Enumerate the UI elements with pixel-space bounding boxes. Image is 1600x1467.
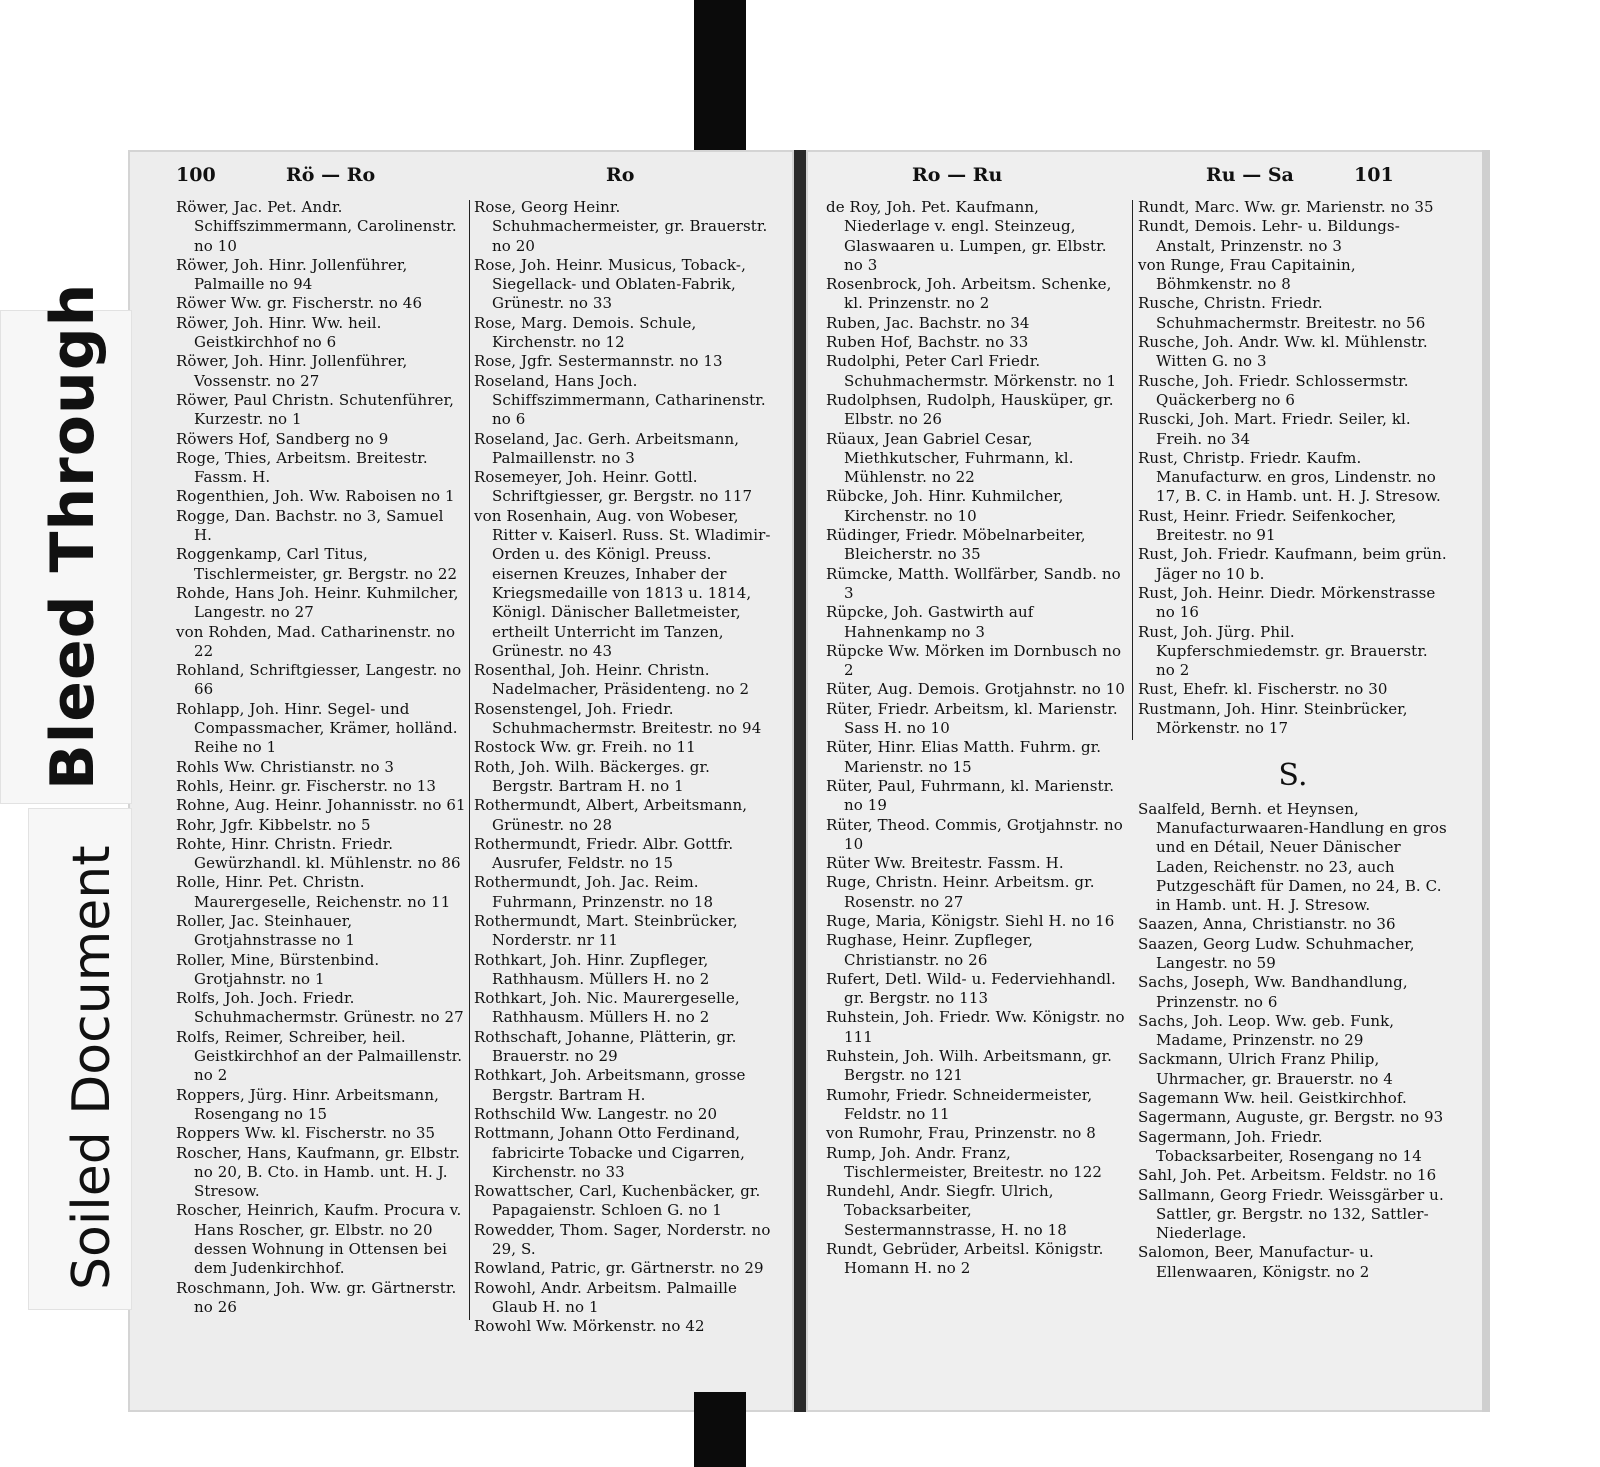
directory-entry: Röwer, Paul Christn. Schutenführer, Kurzestr. no 1 — [176, 390, 454, 429]
directory-entry: Rundt, Demois. Lehr- u. Bildungs-Anstalt, Prinzenstr. no 3 — [1138, 217, 1400, 255]
directory-entry: Rundt, Gebrüder, Arbeitsl. Königstr. Homann H. no 2 — [826, 1240, 1104, 1278]
directory-entry: Saazen, Georg Ludw. Schuhmacher, Langestr. no 59 — [1138, 934, 1415, 972]
book-gutter — [794, 150, 806, 1412]
directory-entry: Röwer, Joh. Hinr. Ww. heil. Geistkirchhof no 6 — [176, 313, 382, 352]
directory-entry: von Rosenhain, Aug. von Wobeser, Ritter v. Kaiserl. Russ. St. Wladimir-Orden u. des Königl. Preuss. eisernen Kreuzes, Inhaber der Kriegsmedaille von 1813 u. 1814, Königl. Dänischer Balletmeister, ertheilt Unterricht im Tanzen, Grünestr. no 43 — [474, 506, 771, 660]
directory-entry: Saalfeld, Bernh. et Heynsen, Manufacturwaaren-Handlung en gros und en Détail, Neuer Dänischer Laden, Reichenstr. no 23, auch Putzgeschäft für Damen, no 24, B. C. in Hamb. unt. H. J. Stresow. — [1138, 799, 1447, 915]
directory-entry: Roppers, Jürg. Hinr. Arbeitsmann, Rosengang no 15 — [176, 1085, 439, 1123]
directory-entry: Rogge, Dan. Bachstr. no 3, Samuel H. — [176, 506, 444, 545]
directory-entry: Rothermundt, Friedr. Albr. Gottfr. Ausrufer, Feldstr. no 15 — [474, 834, 734, 873]
directory-entry: Rufert, Detl. Wild- u. Federviehhandl. gr. Bergstr. no 113 — [826, 969, 1116, 1008]
directory-entry: Rose, Marg. Demois. Schule, Kirchenstr. no 12 — [474, 313, 697, 352]
directory-entry: Rübcke, Joh. Hinr. Kuhmilcher, Kirchenstr. no 10 — [826, 487, 1064, 525]
directory-entry: Ruhstein, Joh. Wilh. Arbeitsmann, gr. Bergstr. no 121 — [826, 1047, 1113, 1085]
directory-entry: Rothkart, Joh. Hinr. Zupfleger, Rathhausm. Müllers H. no 2 — [474, 950, 710, 988]
directory-entry: Rosenthal, Joh. Heinr. Christn. Nadelmacher, Präsidenteng. no 2 — [474, 661, 750, 699]
directory-entry: Rose, Joh. Heinr. Musicus, Toback-, Siegellack- und Oblaten-Fabrik, Grünestr. no 33 — [474, 255, 746, 313]
column-rule — [469, 200, 470, 1320]
page-edge — [1482, 150, 1490, 1412]
directory-entry: Rothschaft, Johanne, Plätterin, gr. Brauerstr. no 29 — [474, 1027, 737, 1066]
directory-entry: Ruscki, Joh. Mart. Friedr. Seiler, kl. Freih. no 34 — [1138, 410, 1411, 448]
directory-entry: Rohr, Jgfr. Kibbelstr. no 5 — [176, 815, 371, 834]
directory-entry: Rusche, Joh. Friedr. Schlossermstr. Quäckerberg no 6 — [1138, 371, 1409, 409]
directory-entry: Röwer, Jac. Pet. Andr. Schiffszimmermann, Carolinenstr. no 10 — [176, 198, 457, 255]
running-header: Ro — Ru — [912, 164, 1003, 186]
directory-entry: Rose, Georg Heinr. Schuhmachermeister, gr. Brauerstr. no 20 — [474, 198, 768, 255]
directory-entry: Rump, Joh. Andr. Franz, Tischlermeister, Breitestr. no 122 — [826, 1143, 1103, 1181]
directory-entry: Ruge, Christn. Heinr. Arbeitsm. gr. Rosenstr. no 27 — [826, 873, 1095, 911]
directory-entry: Rust, Ehefr. kl. Fischerstr. no 30 — [1138, 680, 1388, 699]
directory-entry: Roth, Joh. Wilh. Bäckerges. gr. Bergstr. Bartram H. no 1 — [474, 757, 710, 795]
directory-column — [826, 198, 1126, 1279]
directory-entry: Rüter, Paul, Fuhrmann, kl. Marienstr. no 19 — [826, 776, 1115, 815]
directory-entry: Rüaux, Jean Gabriel Cesar, Miethkutscher, Fuhrmann, kl. Mühlenstr. no 22 — [826, 429, 1074, 487]
directory-entry: Rowland, Patric, gr. Gärtnerstr. no 29 — [474, 1259, 764, 1278]
directory-column — [474, 198, 774, 1337]
directory-entry: Rumohr, Friedr. Schneidermeister, Feldstr. no 11 — [826, 1085, 1093, 1123]
bleed-through-label: Bleed Through — [38, 282, 108, 790]
directory-entry: Rust, Joh. Friedr. Kaufmann, beim grün. Jäger no 10 b. — [1138, 545, 1447, 583]
directory-entry: Rohde, Hans Joh. Heinr. Kuhmilcher, Langestr. no 27 — [176, 583, 459, 622]
directory-entry: Rohlapp, Joh. Hinr. Segel- und Compassmacher, Krämer, holländ. Reihe no 1 — [176, 699, 458, 757]
directory-entry: Sachs, Joseph, Ww. Bandhandlung, Prinzenstr. no 6 — [1138, 973, 1408, 1011]
left-page — [128, 150, 794, 1412]
directory-entry: Rudolphi, Peter Carl Friedr. Schuhmachermstr. Mörkenstr. no 1 — [826, 352, 1117, 390]
directory-entry: Rothermundt, Mart. Steinbrücker, Norderstr. nr 11 — [474, 911, 738, 950]
page-number: 100 — [176, 164, 216, 186]
directory-entry: Rohte, Hinr. Christn. Friedr. Gewürzhandl. kl. Mühlenstr. no 86 — [176, 834, 461, 873]
directory-entry: Rothermundt, Joh. Jac. Reim. Fuhrmann, Prinzenstr. no 18 — [474, 873, 714, 911]
directory-entry: Rothkart, Joh. Arbeitsmann, grosse Bergstr. Bartram H. — [474, 1066, 746, 1104]
running-header: Rö — Ro — [286, 164, 376, 186]
directory-entry: Rostock Ww. gr. Freih. no 11 — [474, 738, 696, 757]
directory-entry: Rüter, Theod. Commis, Grotjahnstr. no 10 — [826, 815, 1123, 853]
column-rule — [1132, 200, 1133, 740]
directory-entry: Rohne, Aug. Heinr. Johannisstr. no 61 — [176, 796, 466, 815]
directory-entry: Roggenkamp, Carl Titus, Tischlermeister, gr. Bergstr. no 22 — [176, 545, 458, 583]
directory-entry: Ruben, Jac. Bachstr. no 34 — [826, 313, 1030, 332]
directory-entry: Rüter, Hinr. Elias Matth. Fuhrm. gr. Marienstr. no 15 — [826, 738, 1102, 776]
directory-entry: Roscher, Heinrich, Kaufm. Procura v. Hans Roscher, gr. Elbstr. no 20 dessen Wohnung in Ottensen bei dem Judenkirchhof. — [176, 1201, 462, 1278]
directory-entry: Rust, Joh. Jürg. Phil. Kupferschmiedemstr. gr. Brauerstr. no 2 — [1138, 622, 1428, 680]
directory-entry: Rudolphsen, Rudolph, Hausküper, gr. Elbstr. no 26 — [826, 390, 1114, 429]
directory-entry: Rothkart, Joh. Nic. Maurergeselle, Rathhausm. Müllers H. no 2 — [474, 989, 740, 1027]
directory-entry: Roseland, Jac. Gerh. Arbeitsmann, Palmaillenstr. no 3 — [474, 429, 740, 467]
directory-entry: Rüdinger, Friedr. Möbelnarbeiter, Bleicherstr. no 35 — [826, 526, 1086, 564]
section-letter: S. — [1278, 758, 1308, 794]
running-header: Ru — Sa — [1206, 164, 1294, 186]
directory-entry: Rolle, Hinr. Pet. Christn. Maurergeselle, Reichenstr. no 11 — [176, 873, 451, 911]
directory-entry: Rüter, Aug. Demois. Grotjahnstr. no 10 — [826, 680, 1125, 699]
directory-entry: Rowohl Ww. Mörkenstr. no 42 — [474, 1317, 705, 1336]
directory-entry: Rüpcke, Joh. Gastwirth auf Hahnenkamp no 3 — [826, 603, 1034, 641]
directory-entry: Rust, Joh. Heinr. Diedr. Mörkenstrasse no 16 — [1138, 583, 1436, 622]
directory-entry: Röwer Ww. gr. Fischerstr. no 46 — [176, 294, 423, 313]
directory-entry: Rundt, Marc. Ww. gr. Marienstr. no 35 — [1138, 198, 1434, 216]
directory-entry: Rogenthien, Joh. Ww. Raboisen no 1 — [176, 487, 455, 506]
directory-entry: Rowohl, Andr. Arbeitsm. Palmaille Glaub H. no 1 — [474, 1278, 738, 1316]
directory-entry: Rohls, Heinr. gr. Fischerstr. no 13 — [176, 776, 436, 795]
directory-entry: Rümcke, Matth. Wollfärber, Sandb. no 3 — [826, 564, 1121, 602]
directory-entry: Rose, Jgfr. Sestermannstr. no 13 — [474, 352, 723, 371]
directory-entry: Ruhstein, Joh. Friedr. Ww. Königstr. no 111 — [826, 1008, 1125, 1046]
directory-entry: Roseland, Hans Joch. Schiffszimmermann, Catharinenstr. no 6 — [474, 371, 766, 429]
right-page — [806, 150, 1486, 1412]
directory-entry: Rustmann, Joh. Hinr. Steinbrücker, Mörkenstr. no 17 — [1138, 699, 1408, 738]
directory-entry: Rundehl, Andr. Siegfr. Ulrich, Tobacksarbeiter, Sestermannstrasse, H. no 18 — [826, 1182, 1067, 1239]
page-number: 101 — [1354, 164, 1394, 186]
directory-column — [176, 198, 466, 1317]
directory-entry: Rottmann, Johann Otto Ferdinand, fabricirte Tobacke und Cigarren, Kirchenstr. no 33 — [474, 1124, 746, 1181]
directory-entry: Roge, Thies, Arbeitsm. Breitestr. Fassm. H. — [176, 448, 428, 487]
directory-entry: Roller, Mine, Bürstenbind. Grotjahnstr. no 1 — [176, 950, 380, 988]
directory-entry: Rüter Ww. Breitestr. Fassm. H. — [826, 854, 1064, 873]
directory-entry: Röwer, Joh. Hinr. Jollenführer, Vossenstr. no 27 — [176, 352, 408, 390]
directory-entry: Rohland, Schriftgiesser, Langestr. no 66 — [176, 661, 462, 699]
directory-entry: Sahl, Joh. Pet. Arbeitsm. Feldstr. no 16 — [1138, 1166, 1437, 1185]
directory-entry: Sagermann, Joh. Friedr. Tobacksarbeiter, Rosengang no 14 — [1138, 1127, 1422, 1165]
directory-entry: de Roy, Joh. Pet. Kaufmann, Niederlage v. engl. Steinzeug, Glaswaaren u. Lumpen, gr. Elbstr. no 3 — [826, 198, 1107, 274]
directory-entry: Rosenbrock, Joh. Arbeitsm. Schenke, kl. Prinzenstr. no 2 — [826, 275, 1112, 313]
directory-entry: Salomon, Beer, Manufactur- u. Ellenwaaren, Königstr. no 2 — [1138, 1243, 1374, 1281]
directory-entry: von Rumohr, Frau, Prinzenstr. no 8 — [826, 1124, 1096, 1143]
directory-entry: Rosemeyer, Joh. Heinr. Gottl. Schriftgiesser, gr. Bergstr. no 117 — [474, 468, 753, 506]
directory-entry: von Runge, Frau Capitainin, Böhmkenstr. no 8 — [1138, 255, 1356, 294]
soiled-document-label: Soiled Document — [62, 845, 122, 1290]
directory-entry: Rothermundt, Albert, Arbeitsmann, Grünestr. no 28 — [474, 796, 748, 834]
directory-entry: Roppers Ww. kl. Fischerstr. no 35 — [176, 1124, 436, 1143]
directory-entry: Sagemann Ww. heil. Geistkirchhof. — [1138, 1089, 1407, 1108]
directory-entry: Saazen, Anna, Christianstr. no 36 — [1138, 915, 1396, 934]
directory-entry: Rohls Ww. Christianstr. no 3 — [176, 757, 395, 776]
directory-entry: Rughase, Heinr. Zupfleger, Christianstr. no 26 — [826, 931, 1034, 969]
directory-entry: Rusche, Joh. Andr. Ww. kl. Mühlenstr. Witten G. no 3 — [1138, 333, 1428, 371]
directory-entry: Rolfs, Joh. Joch. Friedr. Schuhmachermstr. Grünestr. no 27 — [176, 989, 464, 1027]
directory-entry: Sachs, Joh. Leop. Ww. geb. Funk, Madame, Prinzenstr. no 29 — [1138, 1011, 1395, 1050]
directory-entry: Rust, Heinr. Friedr. Seifenkocher, Breitestr. no 91 — [1138, 506, 1397, 545]
directory-entry: Röwers Hof, Sandberg no 9 — [176, 429, 389, 448]
directory-entry: Roscher, Hans, Kaufmann, gr. Elbstr. no 20, B. Cto. in Hamb. unt. H. J. Stresow. — [176, 1143, 460, 1201]
directory-entry: Rowattscher, Carl, Kuchenbäcker, gr. Papagaienstr. Schloen G. no 1 — [474, 1182, 761, 1220]
directory-entry: Sackmann, Ulrich Franz Philip, Uhrmacher, gr. Brauerstr. no 4 — [1138, 1050, 1393, 1088]
directory-entry: von Rohden, Mad. Catharinenstr. no 22 — [176, 622, 456, 660]
directory-entry: Roller, Jac. Steinhauer, Grotjahnstrasse no 1 — [176, 911, 356, 950]
directory-entry: Rolfs, Reimer, Schreiber, heil. Geistkirchhof an der Palmaillenstr. no 2 — [176, 1027, 463, 1085]
directory-entry: Röwer, Joh. Hinr. Jollenführer, Palmaille no 94 — [176, 255, 408, 294]
directory-entry: Sagermann, Auguste, gr. Bergstr. no 93 — [1138, 1108, 1444, 1127]
directory-entry: Ruge, Maria, Königstr. Siehl H. no 16 — [826, 911, 1115, 930]
directory-entry: Roschmann, Joh. Ww. gr. Gärtnerstr. no 26 — [176, 1278, 457, 1316]
directory-entry: Rothschild Ww. Langestr. no 20 — [474, 1104, 718, 1123]
bookmark-ribbon-top — [694, 0, 746, 152]
directory-entry: Rusche, Christn. Friedr. Schuhmachermstr. Breitestr. no 56 — [1138, 294, 1426, 332]
directory-entry: Rust, Christp. Friedr. Kaufm. Manufacturw. en gros, Lindenstr. no 17, B. C. in Hamb. unt. H. J. Stresow. — [1138, 448, 1441, 506]
directory-entry: Rosenstengel, Joh. Friedr. Schuhmachermstr. Breitestr. no 94 — [474, 699, 762, 738]
directory-entry: Sallmann, Georg Friedr. Weissgärber u. Sattler, gr. Bergstr. no 132, Sattler-Niederlage. — [1138, 1185, 1444, 1243]
directory-entry: Rüpcke Ww. Mörken im Dornbusch no 2 — [826, 641, 1122, 680]
directory-entry: Ruben Hof, Bachstr. no 33 — [826, 333, 1029, 352]
bookmark-ribbon-bottom — [694, 1392, 746, 1467]
directory-entry: Rüter, Friedr. Arbeitsm, kl. Marienstr. Sass H. no 10 — [826, 699, 1118, 738]
directory-column — [1138, 198, 1448, 1282]
directory-entry: Rowedder, Thom. Sager, Norderstr. no 29, S. — [474, 1220, 771, 1259]
running-header: Ro — [606, 164, 635, 186]
